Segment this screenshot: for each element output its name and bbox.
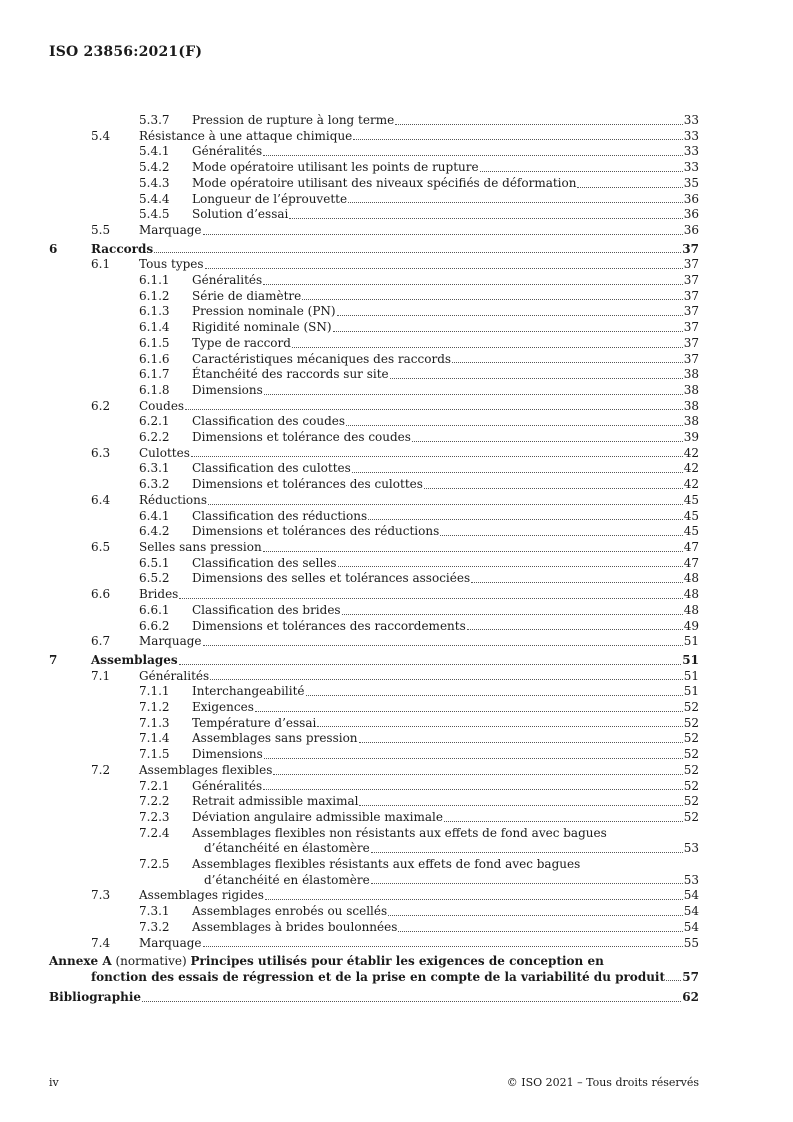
toc-entry-7-1-2[interactable]: [49, 700, 699, 716]
toc-entry-title: Assemblages à brides boulonnées: [192, 919, 398, 934]
toc-entry-7-1-3[interactable]: [49, 716, 699, 732]
toc-entry-title: Marquage: [139, 634, 202, 649]
dot-leader: [440, 535, 682, 536]
toc-entry-title: Déviation angulaire admissible maximale: [192, 809, 443, 824]
toc-entry-title: Assemblages rigides: [139, 888, 264, 903]
toc-entry-number: 5.4.5: [139, 207, 170, 222]
toc-entry-5-4[interactable]: [49, 129, 699, 145]
toc-entry-title: Dimensions et tolérances des culottes: [192, 477, 423, 492]
toc-entry-6-1[interactable]: [49, 257, 699, 273]
dot-leader: [154, 252, 681, 253]
toc-entry-title: Dimensions et tolérance des coudes: [192, 430, 411, 445]
toc-entry-page: 38: [683, 367, 699, 382]
toc-entry-6-3-2[interactable]: [49, 477, 699, 493]
dot-leader: [203, 234, 683, 235]
toc-entry-title: Étanchéité des raccords sur site: [192, 367, 389, 382]
toc-entry-number: 6.4: [91, 492, 111, 507]
toc-entry-title: Classification des coudes: [192, 414, 346, 429]
toc-entry-title: Résistance à une attaque chimique: [139, 128, 353, 143]
dot-leader: [263, 551, 683, 552]
dot-leader: [292, 347, 683, 348]
toc-entry-title: Marquage: [139, 222, 202, 237]
toc-entry-7-2-2[interactable]: [49, 794, 699, 810]
toc-entry-number: 7.1: [91, 668, 111, 683]
toc-entry-6-6-2[interactable]: [49, 619, 699, 635]
toc-entry-6-1-2[interactable]: [49, 289, 699, 305]
toc-entry-page: 48: [683, 602, 699, 617]
toc-entry-page: 51: [682, 652, 699, 667]
toc-entry-page: 42: [683, 461, 699, 476]
toc-entry-6-2-2[interactable]: [49, 430, 699, 446]
toc-entry-number: 5.4.3: [139, 175, 170, 190]
toc-entry-title: Solution d’essai: [192, 207, 289, 222]
toc-entry-title: Assemblages sans pression: [192, 731, 358, 746]
dot-leader: [265, 899, 683, 900]
toc-entry-page: 54: [683, 919, 699, 934]
toc-entry-number: 7.2.4: [139, 825, 170, 840]
toc-entry-page: 37: [683, 351, 699, 366]
toc-entry-number: 5.4.2: [139, 160, 170, 175]
toc-entry-7-3-2[interactable]: [49, 920, 699, 936]
toc-entry-title: Assemblages flexibles: [139, 762, 273, 777]
toc-entry-title: Culottes: [139, 445, 190, 460]
toc-entry-6-1-3[interactable]: [49, 304, 699, 320]
toc-entry-page: 52: [683, 747, 699, 762]
toc-entry-page: 47: [683, 539, 699, 554]
page-number: iv: [49, 1076, 59, 1089]
toc-entry-number: 7.1.2: [139, 700, 170, 715]
toc-entry-title: Selles sans pression: [139, 539, 262, 554]
toc-entry-page: 53: [683, 841, 699, 856]
toc-entry-page: 52: [683, 715, 699, 730]
toc-entry-title: Pression nominale (PN): [192, 304, 336, 319]
toc-entry-page: 51: [683, 634, 699, 649]
dot-leader: [338, 566, 683, 567]
toc-entry-6-2[interactable]: [49, 399, 699, 415]
dot-leader: [395, 124, 683, 125]
dot-leader: [337, 315, 683, 316]
toc-entry-title: Température d’essai: [192, 715, 317, 730]
toc-entry-page: 52: [683, 778, 699, 793]
toc-entry-page: 33: [683, 128, 699, 143]
toc-entry-number: 7.2.5: [139, 857, 170, 872]
toc-entry-7-2-1[interactable]: [49, 779, 699, 795]
toc-entry-number: 6.6: [91, 587, 111, 602]
toc-entry-6-4-1[interactable]: [49, 509, 699, 525]
toc-entry-5-5[interactable]: [49, 223, 699, 239]
toc-entry-title: Marquage: [139, 935, 202, 950]
toc-entry-6-4[interactable]: [49, 493, 699, 509]
dot-leader: [388, 915, 683, 916]
toc-entry-number: 6.6.2: [139, 618, 170, 633]
document-header: ISO 23856:2021(F): [49, 44, 203, 60]
dot-leader: [424, 488, 683, 489]
toc-entry-title: Série de diamètre: [192, 288, 302, 303]
toc-entry-page: 39: [683, 430, 699, 445]
toc-entry-number: 6.1: [91, 257, 111, 272]
toc-entry-number: 5.4: [91, 128, 111, 143]
dot-leader: [263, 155, 683, 156]
toc-entry-title: Mode opératoire utilisant les points de rupture: [192, 160, 479, 175]
toc-entry-number: 6.1.8: [139, 382, 170, 397]
toc-entry-title: Interchangeabilité: [192, 684, 305, 699]
dot-leader: [666, 980, 681, 981]
toc-entry-5-4-3[interactable]: [49, 176, 699, 192]
toc-entry-number: 5.4.1: [139, 144, 170, 159]
dot-leader: [302, 299, 682, 300]
annex-kind: (normative): [115, 954, 187, 969]
toc-entry-page: 54: [683, 888, 699, 903]
toc-entry-page: 49: [683, 618, 699, 633]
toc-entry-title: Retrait admissible maximal: [192, 794, 359, 809]
toc-entry-7-1-5[interactable]: [49, 747, 699, 763]
toc-entry-number: 7.2: [91, 762, 111, 777]
toc-entry-number: 6.2: [91, 398, 111, 413]
toc-entry-page: 54: [683, 904, 699, 919]
toc-entry-page: 52: [683, 794, 699, 809]
toc-entry-number: 7.2.2: [139, 794, 170, 809]
copyright-notice: © ISO 2021 – Tous droits réservés: [506, 1076, 699, 1089]
toc-entry-page: 52: [683, 731, 699, 746]
dot-leader: [444, 821, 683, 822]
dot-leader: [205, 268, 683, 269]
toc-entry-number: 7.3.2: [139, 919, 170, 934]
toc-entry-6-6[interactable]: [49, 587, 699, 603]
dot-leader: [255, 711, 683, 712]
toc-entry-title: Mode opératoire utilisant des niveaux spécifiés de déformation: [192, 175, 577, 190]
toc-entry-6-3[interactable]: [49, 446, 699, 462]
toc-entry-7-3[interactable]: [49, 888, 699, 904]
toc-entry-title: Tous types: [139, 257, 204, 272]
toc-entry-7-2[interactable]: [49, 763, 699, 779]
toc-entry-number: 5.4.4: [139, 191, 170, 206]
toc-entry-page: 52: [683, 762, 699, 777]
toc-entry-page: 37: [683, 320, 699, 335]
toc-entry-title: Généralités: [139, 668, 210, 683]
dot-leader: [359, 805, 682, 806]
toc-entry-title: Dimensions des selles et tolérances associées: [192, 571, 471, 586]
dot-leader: [317, 726, 682, 727]
toc-entry-number: 6.1.1: [139, 273, 170, 288]
toc-entry-title: Généralités: [192, 778, 263, 793]
toc-entry-page: 37: [683, 288, 699, 303]
toc-entry-6-1-8[interactable]: [49, 383, 699, 399]
toc-entry-6-1-7[interactable]: [49, 367, 699, 383]
bibliography-page: 62: [682, 990, 699, 1005]
dot-leader: [208, 504, 683, 505]
toc-entry-6-1-1[interactable]: [49, 273, 699, 289]
toc-entry-page: 42: [683, 477, 699, 492]
toc-entry-title: Dimensions: [192, 382, 263, 397]
dot-leader: [264, 758, 683, 759]
toc-entry-title: Brides: [139, 587, 179, 602]
toc-entry-number: 6.2.1: [139, 414, 170, 429]
toc-entry-6-7[interactable]: [49, 634, 699, 650]
toc-entry-page: 37: [683, 304, 699, 319]
dot-leader: [263, 284, 683, 285]
toc-entry-6-5-2[interactable]: [49, 571, 699, 587]
toc-entry-page: 45: [683, 508, 699, 523]
toc-entry-page: 37: [682, 241, 699, 256]
annex-label: Annexe A: [49, 954, 112, 969]
table-of-contents: [49, 113, 699, 1006]
annex-page: 57: [682, 969, 699, 984]
toc-entry-number: 6.3.1: [139, 461, 170, 476]
dot-leader: [263, 789, 683, 790]
toc-entry-page: 33: [683, 113, 699, 127]
toc-entry-number: 6.1.2: [139, 288, 170, 303]
dot-leader: [352, 472, 683, 473]
toc-entry-page: 45: [683, 524, 699, 539]
toc-entry-page: 55: [683, 935, 699, 950]
toc-entry-page: 51: [683, 684, 699, 699]
toc-entry-number: 7.1.4: [139, 731, 170, 746]
toc-entry-5-4-5[interactable]: [49, 207, 699, 223]
toc-entry-number: 6.4.1: [139, 508, 170, 523]
toc-bibliography[interactable]: [49, 990, 699, 1006]
toc-entry-title-line1: Assemblages flexibles résistants aux effets de fond avec bagues: [192, 857, 581, 872]
toc-entry-page: 53: [683, 872, 699, 887]
toc-entry-number: 5.5: [91, 222, 111, 237]
toc-entry-6[interactable]: [49, 242, 699, 258]
toc-annex-a[interactable]: [49, 954, 699, 985]
dot-leader: [203, 946, 683, 947]
toc-entry-page: 52: [683, 809, 699, 824]
dot-leader: [264, 394, 683, 395]
toc-entry-number: 7.1.1: [139, 684, 170, 699]
dot-leader: [348, 202, 683, 203]
toc-entry-6-6-1[interactable]: [49, 603, 699, 619]
toc-entry-number: 6.1.6: [139, 351, 170, 366]
toc-entry-number: 7.1.5: [139, 747, 170, 762]
dot-leader: [398, 931, 682, 932]
toc-entry-title: Assemblages enrobés ou scellés: [192, 904, 388, 919]
toc-entry-title: Classification des culottes: [192, 461, 351, 476]
toc-entry-number: 6.5: [91, 539, 111, 554]
dot-leader: [452, 362, 683, 363]
toc-entry-number: 7: [49, 652, 58, 667]
dot-leader: [368, 519, 683, 520]
toc-entry-number: 6.6.1: [139, 602, 170, 617]
toc-entry-title: Classification des selles: [192, 555, 337, 570]
toc-entry-title: Longueur de l’éprouvette: [192, 191, 348, 206]
toc-entry-number: 6.3.2: [139, 477, 170, 492]
toc-entry-page: 38: [683, 414, 699, 429]
toc-entry-number: 6.1.5: [139, 335, 170, 350]
toc-entry-number: 5.3.7: [139, 113, 170, 127]
toc-entry-number: 6.2.2: [139, 430, 170, 445]
dot-leader: [359, 742, 683, 743]
toc-entry-page: 37: [683, 273, 699, 288]
toc-entry-title: Classification des réductions: [192, 508, 368, 523]
toc-entry-6-2-1[interactable]: [49, 414, 699, 430]
toc-entry-7[interactable]: [49, 653, 699, 669]
toc-entry-page: 45: [683, 492, 699, 507]
dot-leader: [179, 664, 682, 665]
toc-entry-title: Exigences: [192, 700, 254, 715]
toc-entry-page: 37: [683, 257, 699, 272]
toc-entry-title: Pression de rupture à long terme: [192, 113, 395, 127]
toc-entry-page: 52: [683, 700, 699, 715]
toc-entry-title: Classification des brides: [192, 602, 341, 617]
toc-entry-7-1-4[interactable]: [49, 731, 699, 747]
dot-leader: [353, 139, 682, 140]
dot-leader: [480, 171, 683, 172]
toc-entry-title: Type de raccord: [192, 335, 291, 350]
toc-entry-7-3-1[interactable]: [49, 904, 699, 920]
dot-leader: [346, 425, 683, 426]
toc-entry-page: 42: [683, 445, 699, 460]
toc-entry-number: 6.3: [91, 445, 111, 460]
toc-entry-page: 48: [683, 587, 699, 602]
toc-entry-number: 6.5.1: [139, 555, 170, 570]
toc-entry-7-2-5[interactable]: [49, 857, 699, 888]
annex-title-line2: fonction des essais de régression et de la prise en compte de la variabilité du produit: [91, 969, 666, 984]
toc-entry-page: 51: [683, 668, 699, 683]
dot-leader: [467, 629, 683, 630]
toc-entry-page: 37: [683, 335, 699, 350]
dot-leader: [577, 187, 682, 188]
toc-entry-title: Généralités: [192, 144, 263, 159]
dot-leader: [390, 378, 683, 379]
toc-entry-5-4-4[interactable]: [49, 192, 699, 208]
toc-entry-number: 7.1.3: [139, 715, 170, 730]
toc-entry-title: Caractéristiques mécaniques des raccords: [192, 351, 452, 366]
toc-entry-title: Assemblages: [91, 652, 178, 667]
dot-leader: [191, 456, 683, 457]
toc-entry-page: 36: [683, 191, 699, 206]
toc-entry-6-4-2[interactable]: [49, 524, 699, 540]
dot-leader: [371, 852, 683, 853]
toc-entry-number: 6: [49, 241, 58, 256]
toc-entry-page: 48: [683, 571, 699, 586]
dot-leader: [203, 645, 683, 646]
toc-entry-page: 36: [683, 207, 699, 222]
toc-entry-number: 7.2.3: [139, 809, 170, 824]
dot-leader: [342, 614, 683, 615]
bibliography-title: Bibliographie: [49, 990, 142, 1005]
toc-entry-number: 7.3: [91, 888, 111, 903]
dot-leader: [185, 409, 683, 410]
dot-leader: [412, 441, 683, 442]
toc-entry-number: 6.5.2: [139, 571, 170, 586]
dot-leader: [273, 774, 682, 775]
toc-entry-page: 38: [683, 398, 699, 413]
toc-entry-5-4-1[interactable]: [49, 144, 699, 160]
toc-entry-number: 6.4.2: [139, 524, 170, 539]
dot-leader: [471, 582, 683, 583]
toc-entry-page: 33: [683, 144, 699, 159]
dot-leader: [333, 331, 683, 332]
toc-entry-title: Dimensions: [192, 747, 263, 762]
dot-leader: [371, 883, 683, 884]
dot-leader: [142, 1001, 681, 1002]
toc-entry-page: 35: [683, 175, 699, 190]
toc-entry-title-line1: Assemblages flexibles non résistants aux effets de fond avec bagues: [192, 825, 607, 840]
toc-entry-7-2-4[interactable]: [49, 826, 699, 857]
annex-title-line1: Principes utilisés pour établir les exigences de conception en: [190, 954, 604, 969]
toc-entry-6-1-5[interactable]: [49, 336, 699, 352]
dot-leader: [179, 598, 682, 599]
toc-entry-7-2-3[interactable]: [49, 810, 699, 826]
toc-entry-page: 38: [683, 382, 699, 397]
toc-entry-title-line2: d’étanchéité en élastomère: [204, 872, 370, 887]
toc-entry-number: 6.1.4: [139, 320, 170, 335]
toc-entry-number: 7.2.1: [139, 778, 170, 793]
toc-entry-number: 6.7: [91, 634, 111, 649]
toc-entry-7-1[interactable]: [49, 669, 699, 685]
toc-entry-page: 36: [683, 222, 699, 237]
toc-entry-7-1-1[interactable]: [49, 684, 699, 700]
toc-entry-7-4[interactable]: [49, 936, 699, 952]
toc-entry-5-3-7[interactable]: [49, 113, 699, 129]
toc-entry-title: Dimensions et tolérances des raccordements: [192, 618, 466, 633]
toc-entry-page: 33: [683, 160, 699, 175]
toc-entry-page: 47: [683, 555, 699, 570]
toc-entry-title: Raccords: [91, 241, 154, 256]
toc-entry-title: Généralités: [192, 273, 263, 288]
toc-entry-6-5[interactable]: [49, 540, 699, 556]
toc-entry-number: 7.3.1: [139, 904, 170, 919]
toc-entry-6-5-1[interactable]: [49, 556, 699, 572]
dot-leader: [306, 695, 683, 696]
toc-entry-title: Rigidité nominale (SN): [192, 320, 332, 335]
toc-entry-number: 7.4: [91, 935, 111, 950]
toc-entry-5-4-2[interactable]: [49, 160, 699, 176]
toc-entry-title: Coudes: [139, 398, 185, 413]
toc-entry-6-3-1[interactable]: [49, 461, 699, 477]
toc-entry-6-1-4[interactable]: [49, 320, 699, 336]
toc-entry-number: 6.1.3: [139, 304, 170, 319]
toc-entry-title-line2: d’étanchéité en élastomère: [204, 841, 370, 856]
toc-entry-number: 6.1.7: [139, 367, 170, 382]
toc-entry-title: Réductions: [139, 492, 208, 507]
dot-leader: [289, 218, 682, 219]
toc-entry-title: Dimensions et tolérances des réductions: [192, 524, 440, 539]
toc-entry-6-1-6[interactable]: [49, 352, 699, 368]
dot-leader: [210, 679, 683, 680]
